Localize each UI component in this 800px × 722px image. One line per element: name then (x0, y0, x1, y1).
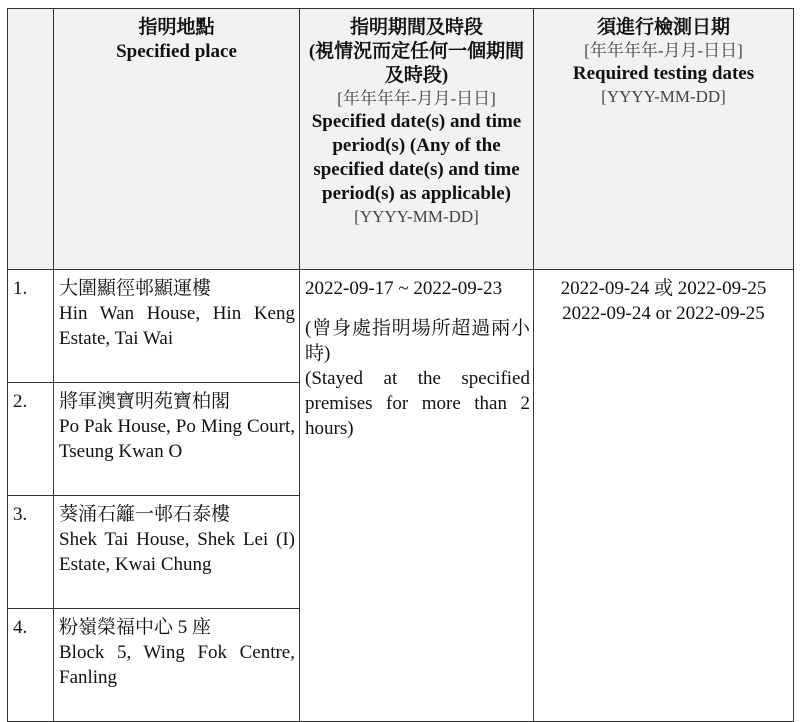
place-name-en: Block 5, Wing Fok Centre, Fanling (59, 642, 295, 688)
header-period-zh2: (視情況而定任何一個期間及時段) (308, 41, 525, 86)
row-number: 1. (8, 270, 54, 383)
header-period-format-zh: [年年年年-月月-日日] (337, 89, 496, 108)
place-name-en: Po Pak House, Po Ming Court, Tseung Kwan O (59, 416, 295, 462)
place-cell (54, 609, 300, 722)
place-name-zh: 將軍澳寶明苑寶柏閣 (59, 391, 231, 412)
header-number (8, 9, 54, 270)
period-range: 2022-09-17 ~ 2022-09-23 (305, 278, 503, 299)
testing-dates-en: 2022-09-24 or 2022-09-25 (562, 303, 765, 324)
header-period-en: Specified date(s) and time period(s) (Any of the specified date(s) and time period(s) as applicable) (311, 111, 522, 204)
header-period (300, 9, 534, 270)
header-row (8, 9, 794, 270)
specified-places-table (7, 8, 794, 722)
table-row (8, 270, 794, 383)
header-place-en: Specified place (116, 41, 237, 62)
place-cell (54, 383, 300, 496)
row-number: 3. (8, 496, 54, 609)
place-name-en: Shek Tai House, Shek Lei (I) Estate, Kwai Chung (59, 529, 295, 575)
testing-dates-cell (534, 270, 794, 722)
header-period-zh: 指明期間及時段 (349, 17, 483, 38)
testing-dates-zh: 2022-09-24 或 2022-09-25 (560, 278, 767, 299)
place-cell (54, 270, 300, 383)
header-testing (534, 9, 794, 270)
place-name-zh: 大圍顯徑邨顯運樓 (59, 278, 212, 299)
header-place-zh: 指明地點 (138, 17, 215, 38)
place-name-en: Hin Wan House, Hin Keng Estate, Tai Wai (59, 303, 295, 349)
header-testing-zh: 須進行檢測日期 (596, 17, 730, 38)
period-note-en: (Stayed at the specified premises for more than 2 hours) (305, 368, 530, 439)
header-testing-en: Required testing dates (572, 63, 755, 84)
header-place (54, 9, 300, 270)
place-name-zh: 葵涌石籬一邨石泰樓 (59, 504, 231, 525)
period-cell (300, 270, 534, 722)
header-testing-format-en: [YYYY-MM-DD] (601, 87, 726, 106)
period-note-zh: (曾身處指明場所超過兩小時) (305, 318, 530, 364)
header-period-format-en: [YYYY-MM-DD] (354, 207, 479, 226)
place-name-zh: 粉嶺榮福中心 5 座 (59, 617, 212, 638)
row-number: 2. (8, 383, 54, 496)
header-testing-format-zh: [年年年年-月月-日日] (584, 41, 743, 60)
row-number: 4. (8, 609, 54, 722)
place-cell (54, 496, 300, 609)
